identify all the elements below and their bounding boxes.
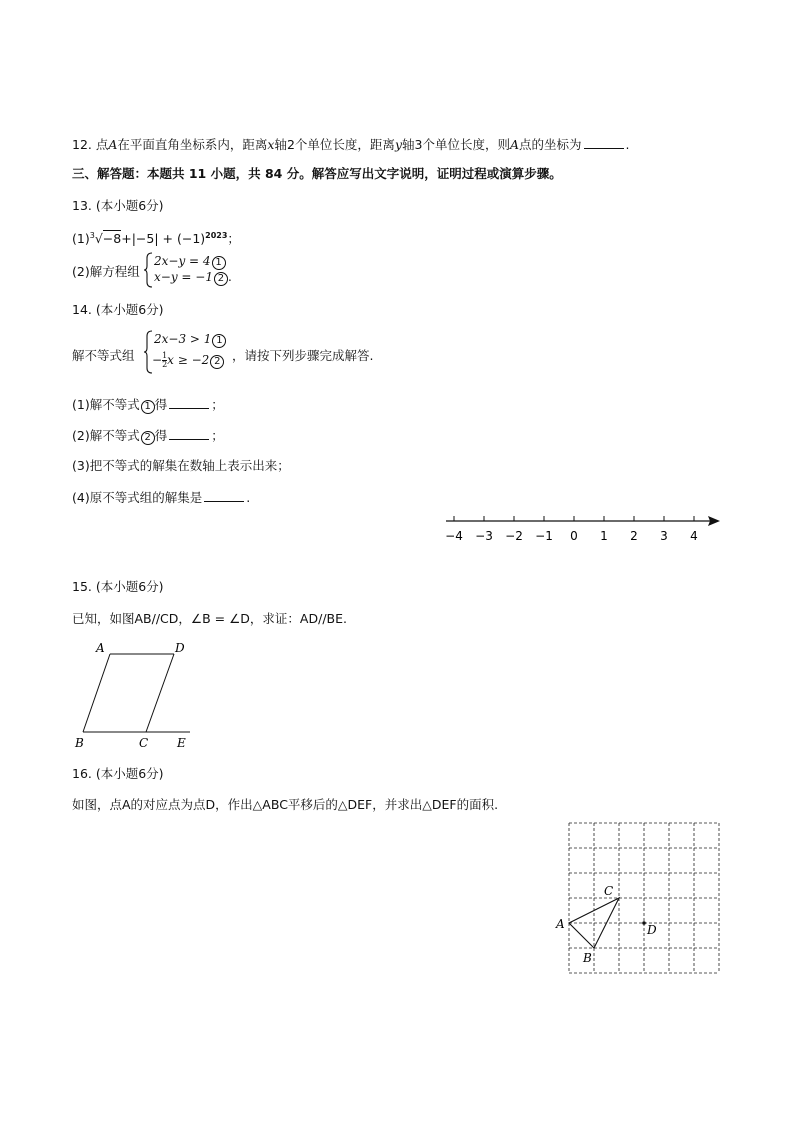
radicand: −8: [102, 231, 122, 247]
label-a: A: [556, 917, 565, 931]
circle-mark-1: 1: [212, 256, 226, 270]
expression: +|−5| + (−1): [121, 231, 206, 247]
q12-text: 点的坐标为: [519, 137, 582, 152]
label-d: D: [175, 641, 185, 655]
inequality-2: − $\frac{1}{2}$ x ≥ −2 2: [152, 352, 224, 369]
q13-header: 13. (本小题6分): [72, 198, 164, 213]
label-b: B: [75, 736, 84, 750]
axis-tick-label: 3: [660, 529, 668, 543]
q13-part1: [72, 228, 240, 247]
exponent: 2023: [205, 231, 228, 240]
answer-blank[interactable]: [584, 136, 624, 149]
q16-statement: 如图，点A的对应点为点D，作出△ABC平移后的△DEF，并求出△DEF的面积.: [72, 797, 499, 812]
q14-step1: (1)解不等式 1 得 ；: [72, 397, 224, 412]
section-heading: 三、解答题：本题共 11 小题，共 84 分。解答应写出文字说明，证明过程或演算步骤。: [72, 166, 562, 181]
q12-var-x: x: [267, 137, 275, 152]
circle-mark-2: 2: [210, 355, 224, 369]
answer-blank[interactable]: [169, 396, 209, 409]
q15-header: 15. (本小题6分): [72, 579, 164, 594]
circle-mark-1: 1: [212, 334, 226, 348]
circle-mark-2: 2: [214, 272, 228, 286]
axis-tick-label: −4: [445, 529, 463, 543]
q15-statement: 已知，如图AB//CD，∠B = ∠D，求证：AD//BE.: [72, 611, 347, 626]
q14-step4: (4)原不等式组的解集是 .: [72, 490, 251, 505]
root-index: 3: [89, 231, 95, 240]
q14-step2: (2)解不等式 2 得 ；: [72, 428, 224, 443]
radical-sign: √: [94, 231, 103, 247]
circle-mark-2: 2: [141, 431, 155, 445]
q12-text: 12. 点: [72, 137, 109, 152]
point-d: [642, 921, 646, 925]
part-label: (1): [72, 231, 90, 247]
label-e: E: [177, 736, 186, 750]
circle-mark-1: 1: [141, 400, 155, 414]
q12-var-y: y: [394, 137, 402, 152]
punct: ；: [227, 231, 240, 247]
axis-tick-label: −3: [475, 529, 493, 543]
axis-tick-label: 2: [630, 529, 638, 543]
number-line: [436, 510, 726, 546]
axis-tick-label: 0: [570, 529, 578, 543]
q14-header: 14. (本小题6分): [72, 302, 164, 317]
parallelogram-figure: [70, 636, 200, 754]
axis-tick-label: −1: [535, 529, 553, 543]
q12-text: 轴2个单位长度，距离: [274, 137, 395, 152]
q12-var-a: A: [509, 137, 519, 152]
q12-line: [72, 136, 630, 153]
grid-figure: [550, 818, 726, 978]
q13-part2-label: (2)解方程组: [72, 264, 140, 279]
axis-tick-label: 1: [600, 529, 608, 543]
fraction: $\frac{1}{2}$: [162, 351, 168, 369]
axis-tick-label: 4: [690, 529, 698, 543]
q12-text: 轴3个单位长度，则: [402, 137, 510, 152]
q12-text: 在平面直角坐标系内，距离: [117, 137, 268, 152]
label-c: C: [604, 884, 614, 898]
equation-2: x−y = −1 2 .: [154, 270, 232, 284]
q14-intro-end: ，请按下列步骤完成解答.: [232, 348, 374, 363]
q14-step3: (3)把不等式的解集在数轴上表示出来；: [72, 458, 290, 473]
label-c: C: [139, 736, 149, 750]
equation-1: 2x−y = 4 1: [154, 254, 226, 270]
q12-end: .: [625, 137, 630, 152]
inequality-1: 2x−3 > 1 1: [154, 332, 226, 348]
axis-tick-label: −2: [505, 529, 523, 543]
label-d: D: [647, 923, 657, 937]
q16-header: 16. (本小题6分): [72, 766, 164, 781]
label-a: A: [96, 641, 105, 655]
answer-blank[interactable]: [169, 427, 209, 440]
label-b: B: [583, 951, 592, 965]
answer-blank[interactable]: [204, 489, 244, 502]
q14-intro: 解不等式组: [72, 348, 135, 363]
brace-icon: [144, 252, 154, 288]
q12-var-a: A: [108, 137, 118, 152]
